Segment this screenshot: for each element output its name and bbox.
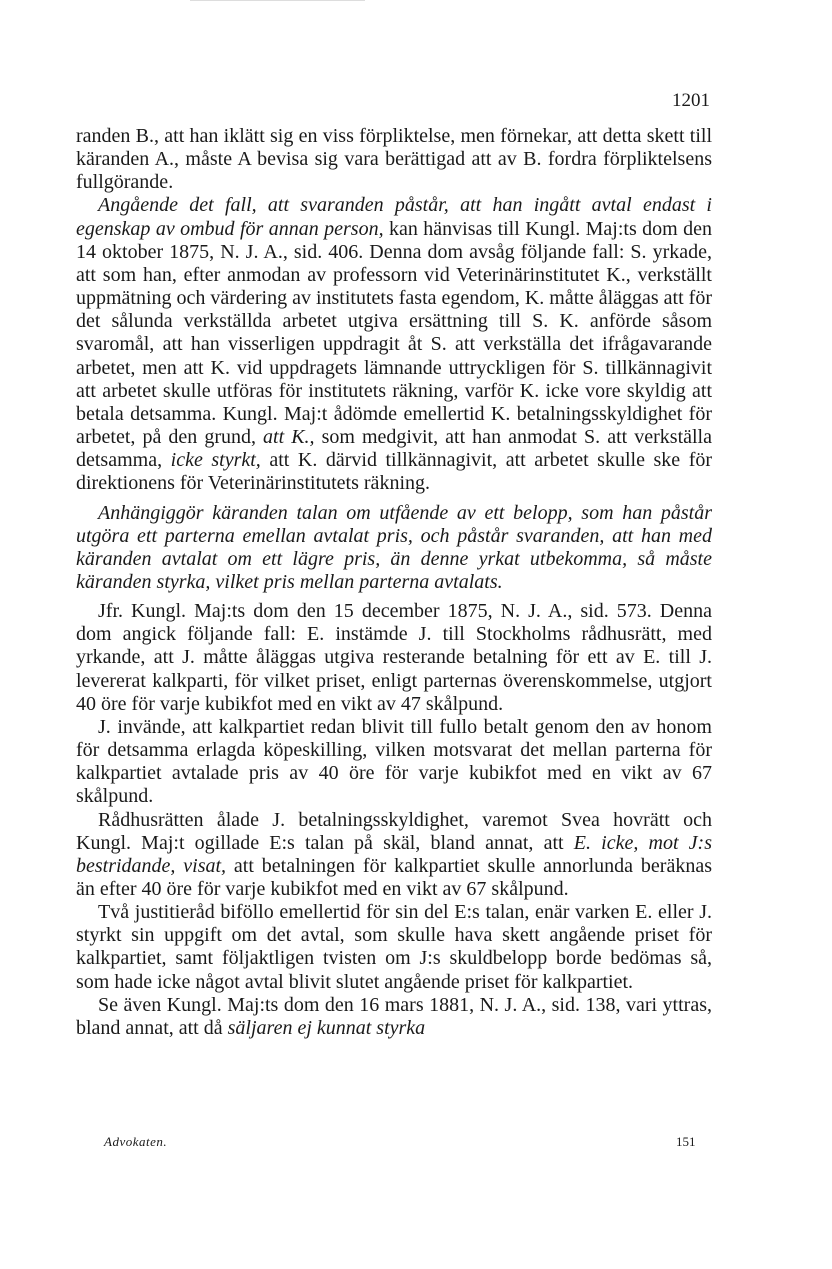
paragraph-6-text-2: att betalningen för kalkpartiet skulle annorlunda beräknas än efter 40 öre för varje kubikfot med en vikt av 67 skålpund. [76,854,712,900]
body-text [76,125,712,1040]
paragraph-5 [76,716,712,809]
paragraph-8-text: Se även Kungl. Maj:ts dom den 16 mars 1881, N. J. A., sid. 138, vari yttras, bland annat, att då [76,993,712,1039]
paragraph-2-text-3: att K. därvid tillkännagivit, att arbetet skulle ske för direktionens för Veterinärinstitutets räkning. [76,449,713,495]
paragraph-2 [76,194,712,495]
paragraph-2-text: kan hänvisas till Kungl. Maj:ts dom den 14 oktober 1875, N. J. A., sid. 406. Denna dom avsåg följande fall: S. yrkade, att som han, efter anmodan av professorn vid Veterinärinstitutet K., verkställt uppmätning och värdering av institutets fasta egendom, K. måtte åläggas att för det sålunda verkställda arbetet utgiva ersättning till S. K. anförde såsom svaromål, att han visserligen uppdragit åt S. att verkställa det ifrågavarande arbetet, men att K. vid uppdragets lämnande uttryckligen för S. tillkännagivit att arbetet skulle utföras för institutets räkning, varför K. icke vore skyldig att betala detsamma. Kungl. Maj:t ådömde emellertid K. betalningsskyldighet för arbetet, på den grund, [76,217,712,449]
paragraph-1 [76,125,712,194]
paragraph-4-text: Jfr. Kungl. Maj:ts dom den 15 december 1875, N. J. A., sid. 573. Denna dom angick följande fall: E. instämde J. till Stockholms rådhusrätt, med yrkande, att J. måtte åläggas utgiva resterande betalning för ett av E. till J. levererat kalkparti, för vilket priset, enligt parternas överenskommelse, utgjort 40 öre för varje kubikfot med en vikt av 47 skålpund. [76,600,712,715]
paragraph-5-text: J. invände, att kalkpartiet redan blivit till fullo betalt genom den av honom för detsamma erlagda köpeskilling, vilken motsvarat det mellan parterna för kalkpartiet avtalade pris av 40 öre för varje kubikfot med en vikt av 67 skålpund. [76,715,712,808]
page-number: 1201 [672,90,710,111]
signature-number: 151 [676,1134,696,1149]
paragraph-8-italic: säljaren ej kunnat styrka [227,1016,426,1039]
paragraph-1-text: randen B., att han iklätt sig en viss förpliktelse, men förnekar, att detta skett till käranden A., måste A bevisa sig vara berättigad att av B. fordra förpliktelsens fullgörande. [76,125,712,194]
paragraph-2-italic-3: icke styrkt, [170,449,261,472]
paragraph-3-italic: Anhängiggör käranden talan om utfående av ett belopp, som han påstår utgöra ett parterna emellan avtalat pris, och påstår svaranden, att han med käranden avtalat om ett lägre pris, än denne yrkat utbekomma, så måste käranden styrka, vilket pris mellan parterna avtalats. [76,501,712,593]
paragraph-6-italic: E. icke, mot J:s bestridande, visat, [76,831,712,877]
paragraph-8 [76,994,712,1040]
paragraph-3 [76,502,712,595]
paragraph-7 [76,901,712,994]
paragraph-6-text: Rådhusrätten ålade J. betalningsskyldighet, varemot Svea hovrätt och Kungl. Maj:t ogillade E:s talan på skäl, bland annat, att [76,808,712,854]
paragraph-2-italic: Angående det fall, att svaranden påstår, att han ingått avtal endast i egenskap av ombud för annan person, [76,194,712,240]
paragraph-6 [76,809,712,902]
paragraph-2-text-2: som medgivit, att han anmodat S. att verkställa detsamma, [76,426,712,472]
paragraph-7-text: Två justitieråd biföllo emellertid för sin del E:s talan, enär varken E. eller J. styrkt sin uppgift om det avtal, som skulle hava skett angående priset för kalkpartiet, samt följaktligen tvisten om J:s skuldbelopp borde bedömas så, som hade icke något avtal blivit slutet angående priset för kalkpartiet. [76,901,712,993]
paragraph-2-italic-2: att K., [263,426,315,449]
paragraph-4 [76,600,712,716]
scan-edge-line [190,0,365,1]
signature-mark: Advokaten. [104,1134,168,1149]
